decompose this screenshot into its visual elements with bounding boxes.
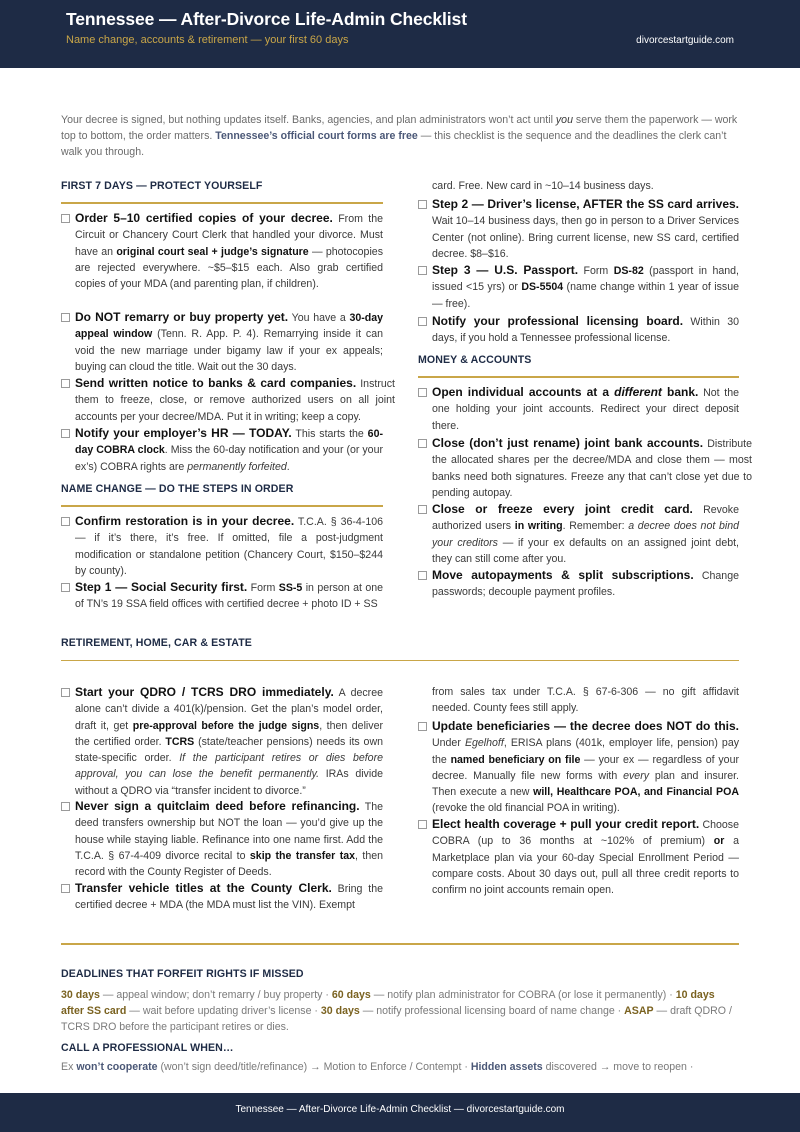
checklist-item-order-copies: Order 5–10 certified copies of your decree. From the Circuit or Chancery Court Clerk that handled your divorce. Must have an original court seal + judge’s signature — photocopies are rejected everywhere. ~$5–$15 each. Also grab certified copies of your MDA (and parenting plan, if children). xyxy=(75,210,383,292)
checklist-item-no-remarry: Do NOT remarry or buy property yet. You have a 30-day appeal window (Tenn. R. App. P. 4). Remarrying inside it can void the new marriage under bigamy law if your ex appeals; buying can cloud the title. Wait out the 30 days. xyxy=(75,309,383,375)
checkbox[interactable] xyxy=(418,266,427,275)
checkbox[interactable] xyxy=(61,884,70,893)
section-heading-retirement: RETIREMENT, HOME, CAR & ESTATE xyxy=(61,637,252,649)
checkbox[interactable] xyxy=(61,214,70,223)
call-professional-list: Ex won’t cooperate (won’t sign deed/title/refinance) → Motion to Enforce / Contempt · Hidden assets discovered → move to reopen · xyxy=(61,1061,694,1073)
section-rule xyxy=(418,376,739,378)
checklist-item-confirm-restoration: Confirm restoration is in your decree. T.C.A. § 36-4-106 — if it’s there, it’s free. If omitted, file a post-judgment modification or standalone petition (Chancery Court, $150–$244 by county). xyxy=(75,513,383,579)
checklist-item-social-security: Step 1 — Social Security first. Form SS-5 in person at one of TN’s 19 SSA field offices with certified decree + photo ID + SS xyxy=(75,579,383,613)
checklist-item-continuation: from sales tax under T.C.A. § 67-6-306 — no gift affidavit needed. County fees still apply. xyxy=(432,686,739,715)
checkbox[interactable] xyxy=(418,388,427,397)
section-rule xyxy=(61,202,383,204)
checkbox[interactable] xyxy=(61,313,70,322)
checkbox[interactable] xyxy=(61,802,70,811)
checkbox[interactable] xyxy=(418,200,427,209)
section-heading-first-7-days: FIRST 7 DAYS — PROTECT YOURSELF xyxy=(61,180,263,192)
checklist-item-vehicle-titles: Transfer vehicle titles at the County Clerk. Bring the certified decree + MDA (the MDA must list the VIN). Exempt xyxy=(75,880,383,914)
checkbox[interactable] xyxy=(418,571,427,580)
intro-paragraph: Your decree is signed, but nothing updates itself. Banks, agencies, and plan administrators won’t act until you serve them the paperwork — work top to bottom, the order matters. Tennessee’s official court forms are free — this checklist is the sequence and the deadlines the clerk can’t walk you through. xyxy=(61,114,738,159)
section-rule xyxy=(61,660,739,661)
checkbox[interactable] xyxy=(418,820,427,829)
checklist-item-autopayments: Move autopayments & split subscriptions. Change passwords; decouple payment profiles. xyxy=(432,567,739,601)
checklist-item-passport: Step 3 — U.S. Passport. Form DS-82 (passport in hand, issued <15 yrs) or DS-5504 (name change within 1 year of issue — free). xyxy=(432,262,739,312)
checklist-item-continuation: card. Free. New card in ~10–14 business days. xyxy=(432,180,654,192)
checklist-item-licensing-board: Notify your professional licensing board. Within 30 days, if you hold a Tennessee professional license. xyxy=(432,313,739,347)
checkbox[interactable] xyxy=(61,379,70,388)
checkbox[interactable] xyxy=(418,505,427,514)
deadlines-heading: DEADLINES THAT FORFEIT RIGHTS IF MISSED xyxy=(61,968,304,980)
checklist-item-qdro: Start your QDRO / TCRS DRO immediately. A decree alone can’t divide a 401(k)/pension. Get the plan’s model order, draft it, get pre-approval before the judge signs, then deliver the certified order. TCRS (state/teacher pensions) needs its own state-specific order. If the participant retires or dies before approval, you can lose the benefit permanently. IRAs divide without a QDRO via “transfer incident to divorce.” xyxy=(75,684,383,799)
page-footer xyxy=(0,1093,800,1132)
page-title: Tennessee — After-Divorce Life-Admin Checklist xyxy=(66,9,467,29)
checklist-item-beneficiaries: Update beneficiaries — the decree does NOT do this. Under Egelhoff, ERISA plans (401k, employer life, pension) pay the named beneficiary on file — your ex — regardless of your decree. Manually file new forms with every plan and insurer. Then execute a new will, Healthcare POA, and Financial POA (revoke the old financial POA in writing). xyxy=(432,718,739,817)
checklist-item-written-notice: Send written notice to banks & card companies. Instruct them to freeze, close, or remove authorized users on all joint accounts per your decree/MDA. Put it in writing; keep a copy. xyxy=(75,375,395,425)
page-header xyxy=(0,0,800,68)
checkbox[interactable] xyxy=(61,517,70,526)
checkbox[interactable] xyxy=(61,583,70,592)
footer-text: Tennessee — After-Divorce Life-Admin Checklist — divorcestartguide.com xyxy=(235,1104,565,1115)
site-name: divorcestartguide.com xyxy=(636,35,734,46)
section-rule xyxy=(61,505,383,507)
section-rule xyxy=(61,943,739,945)
checklist-item-health-coverage: Elect health coverage + pull your credit report. Choose COBRA (up to 36 months at ~102% of premium) or a Marketplace plan via your 60-day Special Enrollment Period — compare costs. About 30 days out, pull all three credit reports to confirm no joint accounts remain open. xyxy=(432,816,739,898)
checklist-item-open-individual: Open individual accounts at a different bank. Not the one holding your joint accounts. Redirect your direct deposit there. xyxy=(432,384,739,434)
checklist-item-close-joint: Close (don’t just rename) joint bank accounts. Distribute the allocated shares per the decree/MDA and close them — most banks need both signatures. Freeze any that can’t close yet due to pending autopay. xyxy=(432,435,752,501)
section-heading-name-change: NAME CHANGE — DO THE STEPS IN ORDER xyxy=(61,483,294,495)
checklist-item-close-credit: Close or freeze every joint credit card. Revoke authorized users in writing. Remember: a decree does not bind your creditors — if your ex defaults on an assigned joint debt, they can still come after you. xyxy=(432,501,739,567)
page-subtitle: Name change, accounts & retirement — your first 60 days xyxy=(66,34,349,46)
checklist-item-drivers-license: Step 2 — Driver’s license, AFTER the SS card arrives. Wait 10–14 business days, then go in person to a Driver Services Center (not online). Bring current license, new SS card, certified decree. $8–$16. xyxy=(432,196,739,262)
checklist-item-notify-hr: Notify your employer’s HR — TODAY. This starts the 60-day COBRA clock. Miss the 60-day notification and your (or your ex’s) COBRA rights are permanently forfeited. xyxy=(75,425,383,475)
call-professional-heading: CALL A PROFESSIONAL WHEN… xyxy=(61,1042,234,1054)
checkbox[interactable] xyxy=(418,317,427,326)
checkbox[interactable] xyxy=(61,429,70,438)
checkbox[interactable] xyxy=(418,439,427,448)
checkbox[interactable] xyxy=(418,722,427,731)
checklist-item-quitclaim: Never sign a quitclaim deed before refinancing. The deed transfers ownership but NOT the loan — you’d give up the house while staying liable. Refinance into one name first. Add the T.C.A. § 67-4-409 divorce recital to skip the transfer tax, then record with the County Register of Deeds. xyxy=(75,798,383,880)
deadlines-list: 30 days — appeal window; don’t remarry / buy property · 60 days — notify plan administrator for COBRA (or lose it permanently) · 10 days after SS card — wait before updating driver’s license · 30 days — notify professional licensing board of name change · ASAP — draft QDRO / TCRS DRO before the participant retires or dies. xyxy=(61,989,732,1034)
section-heading-money: MONEY & ACCOUNTS xyxy=(418,354,532,366)
checkbox[interactable] xyxy=(61,688,70,697)
